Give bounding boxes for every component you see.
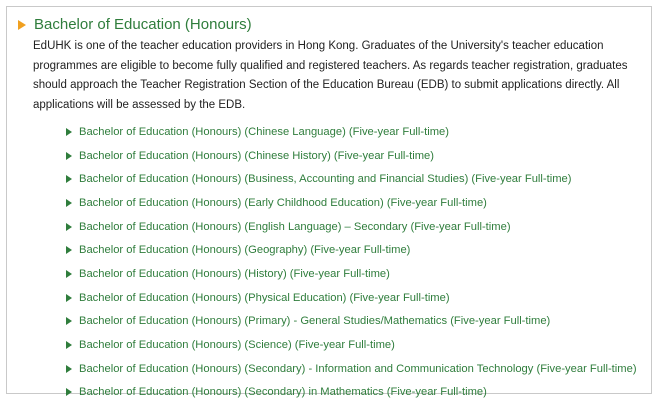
programme-item-early-childhood[interactable] [66,191,637,215]
content-panel [6,6,652,399]
programme-item-secondary-mathematics[interactable] [66,381,637,404]
triangle-right-icon [66,294,72,302]
triangle-right-icon [66,317,72,325]
programme-link[interactable]: Bachelor of Education (Honours) (Chinese Language) (Five-year Full-time) [79,125,449,138]
intro-paragraph: EdUHK is one of the teacher education providers in Hong Kong. Graduates of the University's teacher education programmes are eligible to become fully qualified and registered teachers. As regards teacher registration, graduates should approach the Teacher Registration Section of the Education Bureau (EDB) to submit applications directly. All applications will be assessed by the EDB. [33,40,628,111]
programme-item-primary-general-studies[interactable] [66,310,637,334]
triangle-right-icon [66,152,72,160]
programme-item-history[interactable] [66,262,637,286]
programme-item-english-language[interactable] [66,215,637,239]
triangle-right-icon [66,199,72,207]
programme-link[interactable]: Bachelor of Education (Honours) (Primary) - General Studies/Mathematics (Five-year Full-time) [79,315,551,328]
triangle-right-icon [18,20,26,30]
triangle-right-icon [66,365,72,373]
programme-item-physical-education[interactable] [66,286,637,310]
programme-item-chinese-history[interactable] [66,144,637,168]
programme-link[interactable]: Bachelor of Education (Honours) (Physical Education) (Five-year Full-time) [79,291,450,304]
programme-item-business-accounting[interactable] [66,167,637,191]
programme-link[interactable]: Bachelor of Education (Honours) (Secondary) in Mathematics (Five-year Full-time) [79,386,487,399]
programme-link[interactable]: Bachelor of Education (Honours) (Early Childhood Education) (Five-year Full-time) [79,196,487,209]
triangle-right-icon [66,175,72,183]
programme-link[interactable]: Bachelor of Education (Honours) (Science) (Five-year Full-time) [79,339,395,352]
programme-link[interactable]: Bachelor of Education (Honours) (English Language) – Secondary (Five-year Full-time) [79,220,511,233]
programme-link[interactable]: Bachelor of Education (Honours) (Business, Accounting and Financial Studies) (Five-year Full-time) [79,173,572,186]
programme-list [66,120,637,404]
triangle-right-icon [66,246,72,254]
programme-item-chinese-language[interactable] [66,120,637,144]
programme-link[interactable]: Bachelor of Education (Honours) (History) (Five-year Full-time) [79,267,390,280]
programme-link[interactable]: Bachelor of Education (Honours) (Geography) (Five-year Full-time) [79,244,411,257]
section-header[interactable] [18,16,252,34]
triangle-right-icon [66,223,72,231]
programme-link[interactable]: Bachelor of Education (Honours) (Chinese History) (Five-year Full-time) [79,149,435,162]
programme-item-geography[interactable] [66,238,637,262]
programme-item-secondary-ict[interactable] [66,357,637,381]
section-heading: Bachelor of Education (Honours) [34,16,252,33]
triangle-right-icon [66,128,72,136]
triangle-right-icon [66,388,72,396]
programme-link[interactable]: Bachelor of Education (Honours) (Secondary) - Information and Communication Technology (Five-year Full-time) [79,362,637,375]
triangle-right-icon [66,270,72,278]
programme-item-science[interactable] [66,333,637,357]
triangle-right-icon [66,341,72,349]
